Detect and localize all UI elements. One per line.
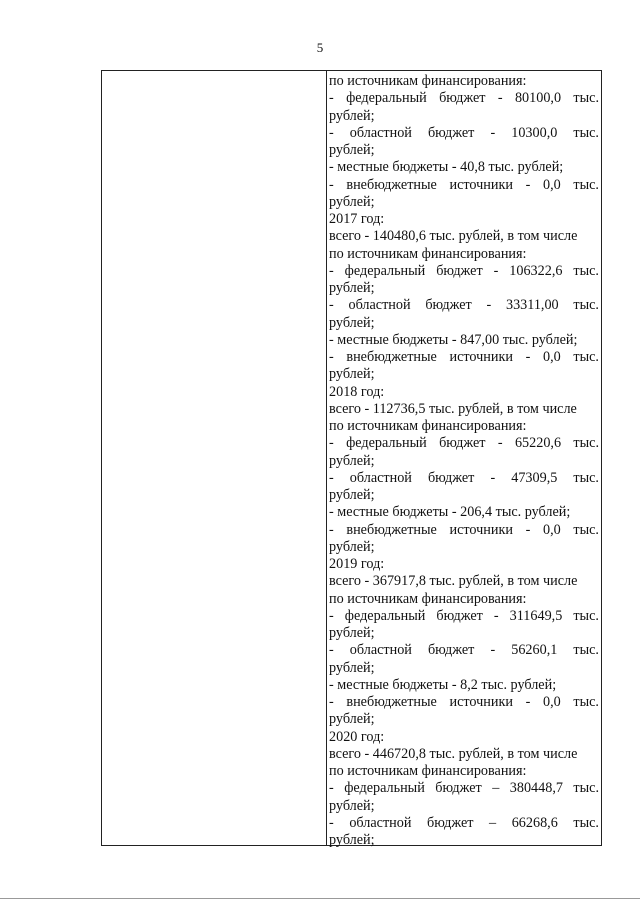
- word: внебюджетные: [346, 349, 437, 365]
- word: 33311,00: [505, 297, 559, 314]
- word: тыс.: [573, 349, 599, 365]
- word: федеральный: [346, 435, 427, 452]
- word: областной: [349, 124, 412, 141]
- word: -: [329, 297, 334, 314]
- justified-text-line: [329, 780, 599, 797]
- text-line: рублей;: [329, 193, 375, 210]
- word: 56260,1: [511, 642, 558, 659]
- word: тыс.: [573, 297, 599, 314]
- word: тыс.: [573, 814, 599, 831]
- word: источники: [449, 694, 513, 710]
- text-line: рублей;: [329, 832, 375, 848]
- word: 0,0: [542, 176, 561, 193]
- justified-text-line: [329, 125, 599, 142]
- text-line: рублей;: [329, 142, 375, 158]
- text-line: 2019 год:: [329, 556, 385, 572]
- funding-text-cell: [329, 73, 599, 849]
- word: тыс.: [573, 124, 599, 141]
- word: 311649,5: [509, 607, 563, 624]
- word: -: [329, 469, 334, 486]
- text-line: рублей;: [329, 107, 375, 124]
- word: -: [486, 297, 492, 314]
- word: 66268,6: [511, 814, 558, 831]
- word: -: [525, 176, 531, 193]
- text-line: 2020 год:: [329, 728, 385, 745]
- justified-text-line: [329, 815, 599, 832]
- word: -: [490, 469, 496, 486]
- justified-text-line: [329, 642, 599, 659]
- word: -: [329, 521, 334, 538]
- bottom-rule: [0, 898, 640, 899]
- text-line: рублей;: [329, 625, 375, 641]
- word: -: [329, 349, 334, 365]
- word: тыс.: [573, 90, 599, 107]
- word: -: [329, 642, 334, 659]
- word: -: [493, 262, 499, 279]
- word: внебюджетные: [346, 694, 437, 710]
- word: -: [329, 435, 334, 452]
- justified-text-line: [329, 435, 599, 452]
- word: областной: [349, 814, 412, 831]
- text-line: - местные бюджеты - 206,4 тыс. рублей;: [329, 504, 571, 521]
- word: тыс.: [573, 262, 599, 279]
- justified-text-line: [329, 90, 599, 107]
- word: –: [492, 780, 500, 797]
- text-line: всего - 140480,6 тыс. рублей, в том числе: [329, 228, 578, 245]
- text-line: - местные бюджеты - 847,00 тыс. рублей;: [329, 331, 578, 348]
- word: областной: [348, 297, 411, 314]
- word: -: [329, 607, 334, 624]
- word: -: [329, 90, 334, 107]
- word: -: [497, 90, 503, 107]
- word: бюджет: [427, 814, 474, 831]
- text-line: всего - 446720,8 тыс. рублей, в том числе: [329, 745, 578, 762]
- word: федеральный: [344, 780, 425, 797]
- text-line: 2018 год:: [329, 383, 385, 400]
- justified-text-line: [329, 470, 599, 487]
- word: -: [329, 124, 334, 141]
- justified-text-line: [329, 522, 599, 539]
- text-line: рублей;: [329, 538, 375, 555]
- text-line: 2017 год:: [329, 211, 385, 227]
- word: -: [329, 780, 334, 797]
- text-line: рублей;: [329, 659, 375, 676]
- funding-table: [101, 70, 602, 846]
- word: федеральный: [346, 90, 427, 107]
- word: бюджет: [439, 435, 486, 452]
- text-line: всего - 367917,8 тыс. рублей, в том числе: [329, 573, 578, 590]
- word: внебюджетные: [346, 521, 437, 538]
- text-line: рублей;: [329, 366, 375, 383]
- text-line: по источникам финансирования:: [329, 763, 527, 779]
- text-line: рублей;: [329, 452, 375, 469]
- word: бюджет: [436, 607, 483, 624]
- word: -: [525, 521, 531, 538]
- word: бюджет: [425, 297, 472, 314]
- word: бюджет: [436, 262, 483, 279]
- column-divider: [326, 71, 327, 845]
- word: тыс.: [573, 607, 599, 624]
- word: 0,0: [542, 521, 561, 538]
- word: -: [329, 262, 334, 279]
- word: -: [497, 435, 503, 452]
- text-line: - местные бюджеты - 40,8 тыс. рублей;: [329, 159, 564, 176]
- word: федеральный: [344, 262, 426, 279]
- word: областной: [349, 469, 412, 486]
- word: 380448,7: [509, 780, 563, 797]
- word: -: [490, 124, 496, 141]
- word: источники: [449, 521, 513, 538]
- word: внебюджетные: [346, 176, 437, 193]
- justified-text-line: [329, 297, 599, 314]
- word: -: [490, 642, 496, 659]
- justified-text-line: [329, 349, 599, 366]
- word: 80100,0: [514, 90, 562, 107]
- word: бюджет: [439, 90, 486, 107]
- text-line: - местные бюджеты - 8,2 тыс. рублей;: [329, 676, 557, 693]
- text-line: по источникам финансирования:: [329, 590, 527, 607]
- word: -: [329, 176, 334, 193]
- justified-text-line: [329, 608, 599, 625]
- word: -: [525, 694, 531, 710]
- justified-text-line: [329, 694, 599, 711]
- word: бюджет: [427, 642, 475, 659]
- text-line: рублей;: [329, 487, 375, 503]
- text-line: рублей;: [329, 280, 375, 296]
- word: -: [525, 349, 531, 365]
- word: 0,0: [542, 694, 561, 710]
- word: 0,0: [542, 349, 561, 365]
- text-line: рублей;: [329, 314, 375, 331]
- word: -: [493, 607, 499, 624]
- text-line: рублей;: [329, 797, 375, 814]
- text-line: по источникам финансирования:: [329, 73, 527, 89]
- word: -: [329, 814, 334, 831]
- word: тыс.: [573, 694, 599, 710]
- word: тыс.: [573, 642, 599, 659]
- word: –: [489, 814, 497, 831]
- word: тыс.: [573, 780, 599, 797]
- word: -: [329, 694, 334, 710]
- page-number: 5: [316, 40, 324, 55]
- word: 106322,6: [509, 262, 563, 279]
- word: 10300,0: [511, 124, 558, 141]
- word: федеральный: [344, 607, 426, 624]
- word: тыс.: [573, 435, 599, 452]
- text-line: по источникам финансирования:: [329, 245, 527, 262]
- word: 47309,5: [511, 469, 558, 486]
- word: тыс.: [573, 176, 599, 193]
- word: 65220,6: [514, 435, 562, 452]
- word: тыс.: [573, 469, 599, 486]
- word: источники: [449, 349, 513, 365]
- word: бюджет: [435, 780, 482, 797]
- text-line: по источникам финансирования:: [329, 418, 527, 434]
- word: бюджет: [427, 469, 475, 486]
- word: тыс.: [573, 521, 599, 538]
- text-line: рублей;: [329, 711, 375, 728]
- word: бюджет: [427, 124, 475, 141]
- justified-text-line: [329, 177, 599, 194]
- text-line: всего - 112736,5 тыс. рублей, в том числе: [329, 400, 577, 417]
- word: областной: [349, 642, 412, 659]
- justified-text-line: [329, 263, 599, 280]
- word: источники: [449, 176, 513, 193]
